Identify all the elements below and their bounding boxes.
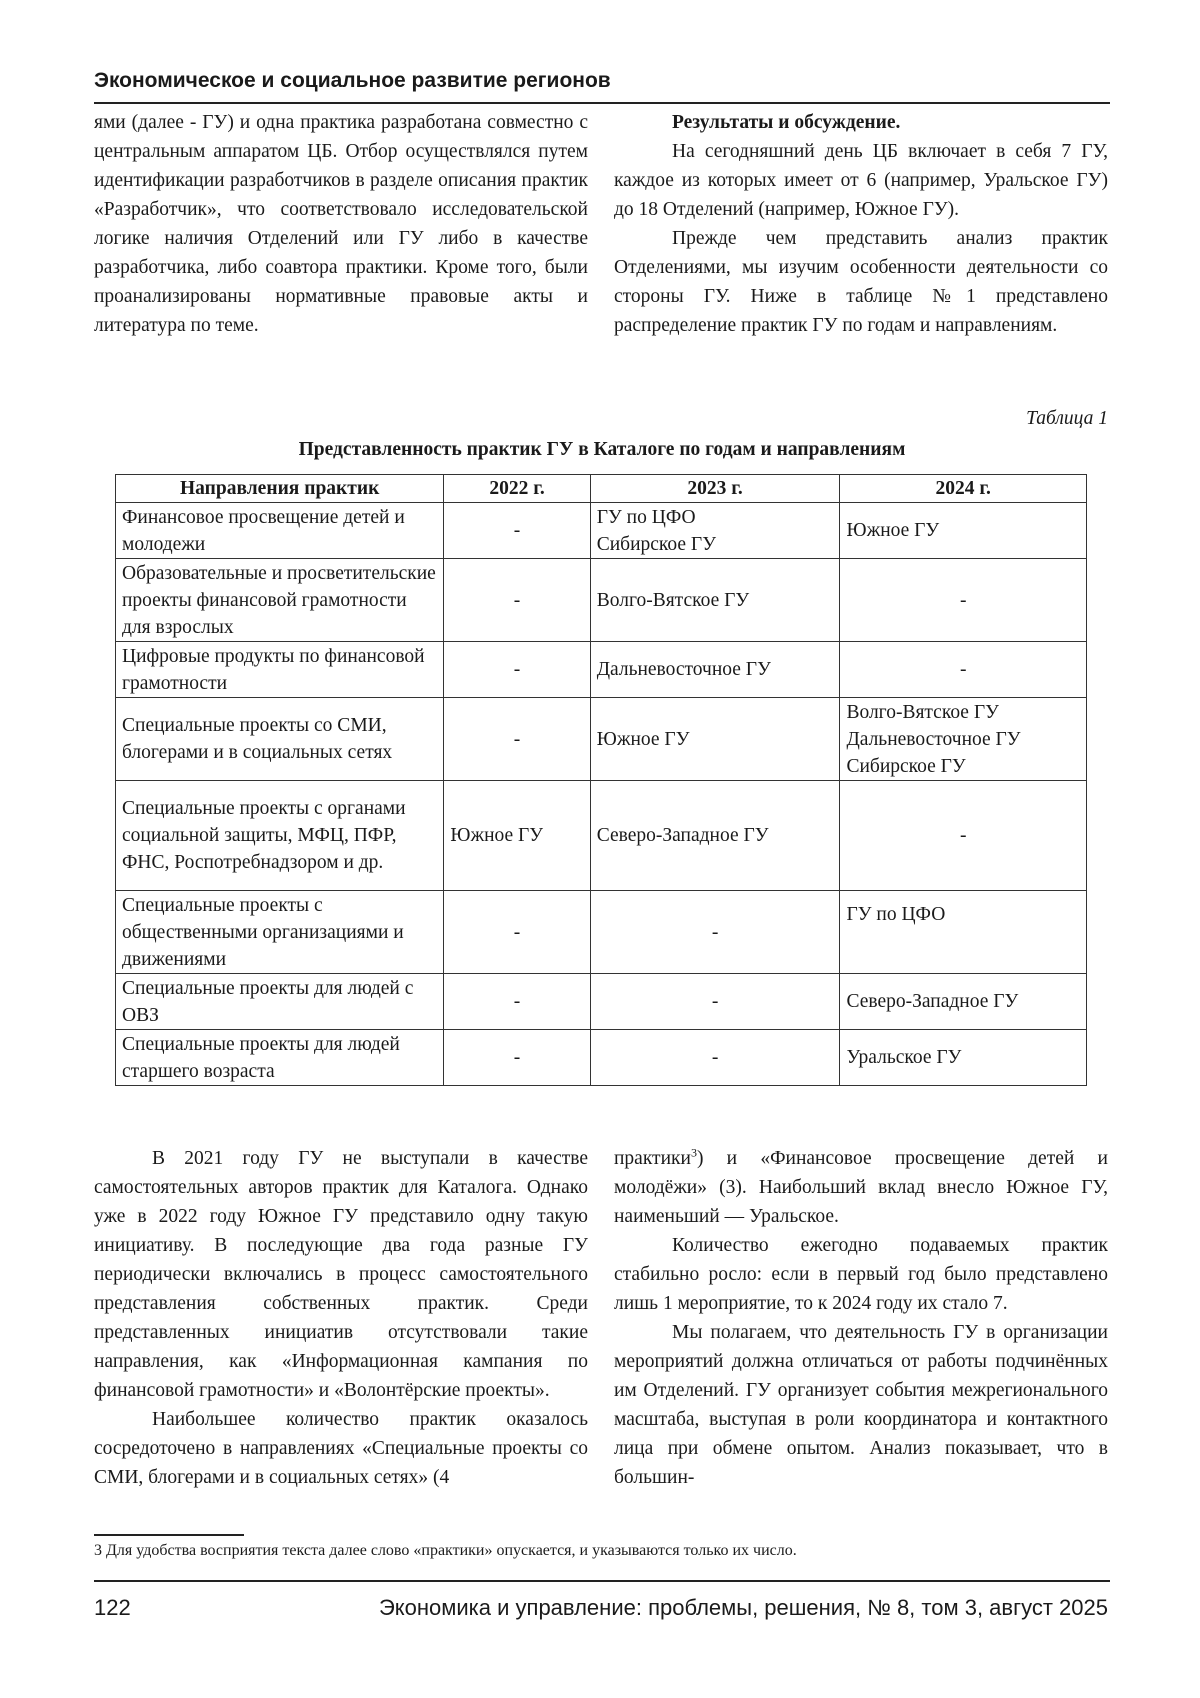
page-number: 122 (94, 1595, 131, 1620)
paragraph: В 2021 году ГУ не выступали в качестве самостоятельных авторов практик для Каталога. Однако уже в 2022 году Южное ГУ представило одну такую инициативу. В последующие два года разные ГУ периодически включались в процесс самостоятельного представления собственных практик. Среди представленных инициатив отсутствовали такие направления, как «Информационная кампания по финансовой грамотности» и «Волонтёрские проекты». (94, 1148, 588, 1401)
year-cell: Уральское ГУ (840, 1030, 1087, 1086)
footnote-marker: 3 (690, 1145, 697, 1160)
table-row (116, 891, 1087, 974)
year-cell: - (590, 974, 840, 1030)
direction-cell: Специальные проекты со СМИ, блогерами и в социальных сетях (116, 698, 444, 781)
year-cell: - (444, 974, 590, 1030)
paragraph: Наибольшее количество практик оказалось сосредоточено в направлениях «Специальные проекты со СМИ, блогерами и в социальных сетях» (4 (94, 1409, 588, 1488)
year-cell: Волго-Вятское ГУ Дальневосточное ГУ Сибирское ГУ (840, 698, 1087, 781)
paragraph-rest: ) и «Финансовое просвещение детей и молодёжи» (3). Наибольший вклад внесло Южное ГУ, наименьший — Уральское. (614, 1148, 1108, 1227)
table-row (116, 974, 1087, 1030)
section-title: Результаты и обсуждение. (672, 112, 901, 133)
year-cell: - (590, 1030, 840, 1086)
journal-title: Экономика и управление: проблемы, решения, № 8, том 3, август 2025 (378, 1595, 1108, 1620)
table-row (116, 781, 1087, 891)
direction-cell: Образовательные и просветительские проекты финансовой грамотности для взрослых (116, 559, 444, 642)
year-cell: - (444, 642, 590, 698)
direction-cell: Цифровые продукты по финансовой грамотности (116, 642, 444, 698)
paragraph: Количество ежегодно подаваемых практик стабильно росло: если в первый год было представлено лишь 1 мероприятие, то к 2024 году их стало 7. (614, 1235, 1108, 1314)
column-header: 2022 г. (444, 475, 590, 503)
running-title: Экономическое и социальное развитие регионов (94, 69, 611, 92)
table-header-row (116, 475, 1087, 503)
bottom-left-column (94, 1144, 588, 1492)
top-left-column (94, 108, 588, 340)
table-row (116, 503, 1087, 559)
year-cell: - (840, 559, 1087, 642)
table-label: Таблица 1 (1026, 408, 1108, 429)
footer-rule (94, 1580, 1110, 1582)
year-cell: Южное ГУ (444, 781, 590, 891)
practices-table (115, 474, 1087, 1086)
year-cell: Северо-Западное ГУ (840, 974, 1087, 1030)
table-row (116, 1030, 1087, 1086)
table-row (116, 559, 1087, 642)
year-cell: - (840, 781, 1087, 891)
year-cell: - (444, 559, 590, 642)
table-row (116, 698, 1087, 781)
paragraph: Мы полагаем, что деятельность ГУ в организации мероприятий должна отличаться от работы подчинённых им Отделений. ГУ организует события межрегионального масштаба, выступая в роли координатора и контактного лица при обмене опытом. Анализ показывает, что в большин- (614, 1322, 1108, 1488)
footnote: 3 Для удобства восприятия текста далее слово «практики» опускается, и указываются только их число. (94, 1542, 797, 1559)
direction-cell: Специальные проекты с органами социальной защиты, МФЦ, ПФР, ФНС, Роспотребнадзором и др. (116, 781, 444, 891)
paragraph: Прежде чем представить анализ практик Отделениями, мы изучим особенности деятельности со стороны ГУ. Ниже в таблице №1 представлено распределение практик ГУ по годам и направлениям. (614, 228, 1108, 336)
year-cell: Южное ГУ (590, 698, 840, 781)
year-cell: - (444, 891, 590, 974)
header-rule (94, 102, 1110, 104)
direction-cell: Финансовое просвещение детей и молодежи (116, 503, 444, 559)
column-header: 2023 г. (590, 475, 840, 503)
direction-cell: Специальные проекты с общественными организациями и движениями (116, 891, 444, 974)
year-cell: ГУ по ЦФО Сибирское ГУ (590, 503, 840, 559)
year-cell: - (444, 698, 590, 781)
footnote-rule (94, 1534, 244, 1536)
year-cell: - (590, 891, 840, 974)
column-header: 2024 г. (840, 475, 1087, 503)
top-right-column (614, 108, 1108, 340)
year-cell: ГУ по ЦФО (840, 891, 1087, 974)
year-cell: - (444, 1030, 590, 1086)
paragraph (614, 1144, 1108, 1231)
paragraph-start: практики (614, 1148, 691, 1169)
year-cell: - (840, 642, 1087, 698)
table-row (116, 642, 1087, 698)
table-title: Представленность практик ГУ в Каталоге по годам и направлениям (298, 439, 906, 460)
year-cell: - (444, 503, 590, 559)
year-cell: Южное ГУ (840, 503, 1087, 559)
bottom-right-column (614, 1144, 1108, 1492)
year-cell: Волго-Вятское ГУ (590, 559, 840, 642)
direction-cell: Специальные проекты для людей с ОВЗ (116, 974, 444, 1030)
column-header: Направления практик (116, 475, 444, 503)
direction-cell: Специальные проекты для людей старшего возраста (116, 1030, 444, 1086)
paragraph: ями (далее - ГУ) и одна практика разработана совместно с центральным аппаратом ЦБ. Отбор осуществлялся путем идентификации разработчиков в разделе описания практик «Разработчик», что соответствовало исследовательской логике наличия Отделений или ГУ либо в качестве разработчика, либо соавтора практики. Кроме того, были проанализированы нормативные правовые акты и литература по теме. (94, 112, 588, 336)
year-cell: Северо-Западное ГУ (590, 781, 840, 891)
paragraph: На сегодняшний день ЦБ включает в себя 7 ГУ, каждое из которых имеет от 6 (например, Уральское ГУ) до 18 Отделений (например, Южное ГУ). (614, 141, 1108, 220)
year-cell: Дальневосточное ГУ (590, 642, 840, 698)
